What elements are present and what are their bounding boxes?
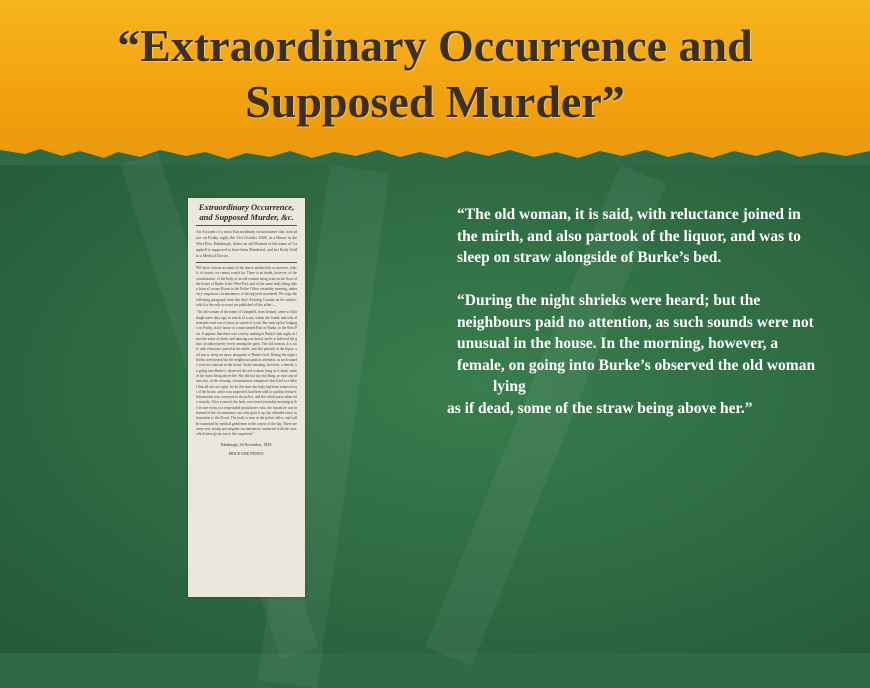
quote-paragraph-2 xyxy=(447,290,817,419)
clipping-divider xyxy=(196,225,297,226)
clipping-heading: Extraordinary Occurrence, and Supposed Murder, &c. xyxy=(198,202,295,222)
quote-paragraph-2-indented: lying xyxy=(493,378,526,395)
quote-block xyxy=(447,204,817,419)
slide-title: “Extraordinary Occurrence and Supposed Murder” xyxy=(117,20,753,127)
clipping-divider xyxy=(196,262,297,263)
newspaper-clipping-image xyxy=(188,198,305,597)
clipping-body-account: "An old woman of the name of Campbell, from Ireland, came to Edinburgh some days ago, in search of a son, whom she found, and who afterwards went out of town, in search of work. She took up her lodgings on Friday, in the house of a man named Burt or Burke, in the West Port. It appears that there was a merry making in Burke's that night; at least the noise of music and dancing was heard, and it is believed the glass circulated pretty freely among the party. The old woman, it is said, with reluctance joined in the mirth, and also partook of the liquor, and was to sleep on straw alongside of Burke's bed. During the night shrieks were heard; but the neighbours paid no attention, as such sounds were not unusual in the house. In the morning, however, a female, on going into Burke's, observed the old woman lying as if dead, some of the straw being above her. She did not say any thing, or raise any alarm; but, in the evening, circumstances transpired which led to a belief that all was not right, for by this time the body had been removed out of the house, and it was suspected, had been sold to a public lecturer. Information was conveyed to the police, and the whole party taken into custody. After a search, the body was found yesterday morning in the lecture room of a respectable practitioner, who, the instant he was informed of the circumstance, not only gave it up, but afforded every information to the Fiscal. The body is now in the police office, and will be examined by medical gentlemen in the course of the day. There are some very strong and singular circumstances connected with the case, which have given rise to the suspicions." xyxy=(196,310,297,437)
quote-paragraph-2-end: as if dead, some of the straw being above her.” xyxy=(447,399,753,417)
quote-paragraph-2-main: “During the night shrieks were heard; but the neighbours paid no attention, as such sounds were not unusual in the house. In the morning, however, a female, on going into Burke’s observed the old woman xyxy=(457,292,816,374)
clipping-price: PRICE ONE PENNY. xyxy=(228,450,265,456)
clipping-subheading: An Account of a most Extraordinary circumstance that took place on Friday night, the 31st October 1828, in a House in the West Port, Edinburgh, where an old Woman of the name of Campbell is supposed to have been Murdered, and her Body Sold to a Medical Doctor. xyxy=(196,229,297,258)
clipping-body-intro: WE have various accounts of the above melancholy occurrence, which, of course, we cannot vouch for. There is no doubt, however, of the circumstance, of the body of an old woman being seen on the floor of the house of Burke in the West Port, and of the same body being taken from a Lecture Room to the Police Office yesterday morning, under very suspicious circumstances of having been murdered. We copy the following paragraph from this day's Evening Courant on the subject, which is the only account yet published of this affair:— xyxy=(196,266,297,308)
quote-paragraph-1: “The old woman, it is said, with reluctance joined in the mirth, and also partook of the liquor, and was to sleep on straw alongside of Burke’s bed. xyxy=(457,206,801,266)
clipping-dateline: Edinburgh, 3d November, 1828. xyxy=(220,441,273,447)
